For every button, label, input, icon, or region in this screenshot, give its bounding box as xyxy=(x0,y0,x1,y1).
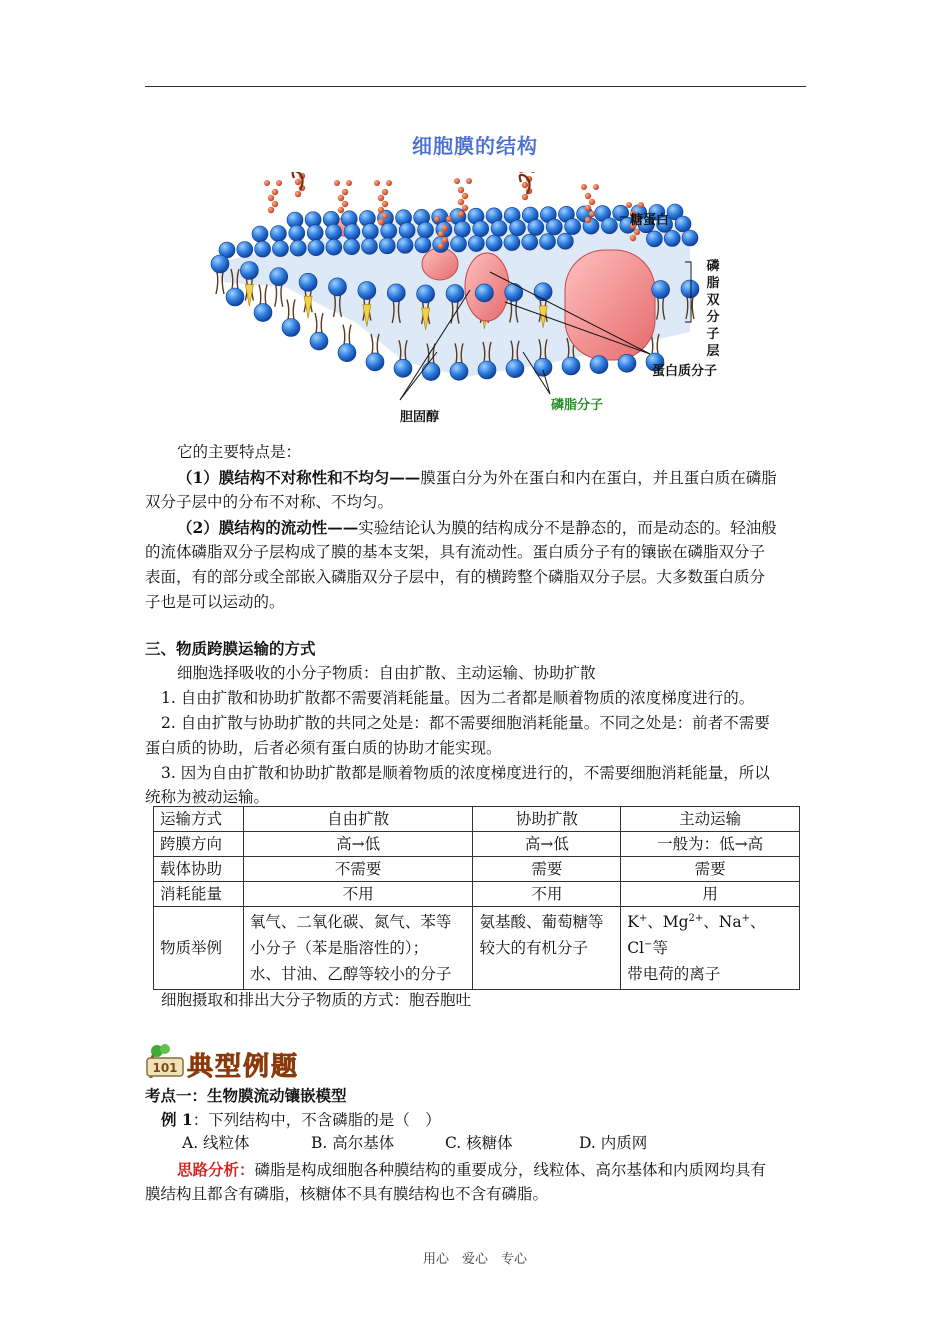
glycoprotein-bead xyxy=(382,189,388,195)
glycoprotein-bead xyxy=(386,180,392,186)
phospholipid-head xyxy=(446,285,464,303)
glycoprotein-bead xyxy=(382,213,388,219)
label-phospholipid: 磷脂分子 xyxy=(551,398,604,413)
glycoprotein-bead xyxy=(438,243,444,249)
table-cell: 需要 xyxy=(473,857,621,882)
table-cell: 载体协助 xyxy=(154,857,244,882)
table-cell: 跨膜方向 xyxy=(154,832,244,857)
lipid-tail xyxy=(275,285,283,307)
feature-1-line2: 双分子层中的分布不对称、不均匀。 xyxy=(145,493,394,511)
feature-2-body: 实验结论认为膜的结构成分不是静态的，而是动态的。轻油般 xyxy=(358,519,777,537)
feature-2-line1 xyxy=(177,515,777,541)
analysis-line1 xyxy=(177,1157,766,1183)
glycoprotein-bead xyxy=(268,195,274,201)
phospholipid-head xyxy=(226,288,244,306)
typical-examples-badge xyxy=(143,1044,328,1082)
table-cell: 高→低 xyxy=(243,832,473,857)
question-1 xyxy=(161,1107,441,1133)
table-cell-assisted-examples xyxy=(473,907,621,990)
glycoprotein-bead xyxy=(334,180,340,186)
table-header-cell: 运输方式 xyxy=(154,807,244,832)
phospholipid-head xyxy=(344,239,360,255)
phospholipid-head xyxy=(326,239,342,255)
label-bilayer: 磷脂双分子层 xyxy=(706,259,720,359)
glycoprotein-bead xyxy=(442,225,448,231)
glycoprotein-bead xyxy=(581,184,587,190)
phospholipid-head xyxy=(450,362,468,380)
phospholipid-head xyxy=(255,241,271,257)
section-3-item2-line1: 2. 自由扩散与协助扩散的共同之处是：都不需要细胞消耗能量。不同之处是：前者不需要 xyxy=(161,714,770,732)
glycoprotein-bead xyxy=(585,217,591,223)
analysis-line2: 膜结构且都含有磷脂，核糖体不具有膜结构也不含有磷脂。 xyxy=(145,1185,549,1203)
phospholipid-head xyxy=(379,238,395,254)
phospholipid-head xyxy=(254,304,272,322)
phospholipid-head xyxy=(468,236,484,252)
glycoprotein-bead xyxy=(458,211,464,217)
glycoprotein-bead xyxy=(434,216,440,222)
phospholipid-head xyxy=(308,240,324,256)
phospholipid-head xyxy=(211,255,229,273)
protein-shape xyxy=(422,248,458,280)
glycoprotein-bead xyxy=(295,179,301,185)
glycoprotein-bead xyxy=(593,184,599,190)
example-line: 较大的有机分子 xyxy=(479,939,588,957)
phospholipid-head xyxy=(505,283,523,301)
option-d: D. 内质网 xyxy=(579,1134,648,1152)
phospholipid-head xyxy=(289,225,305,241)
badge-number: 101 xyxy=(152,1061,178,1075)
phospholipid-head xyxy=(475,284,493,302)
section-3-heading: 三、物质跨膜运输的方式 xyxy=(145,639,316,658)
phospholipid-head xyxy=(682,230,698,246)
feature-2-line3: 表面，有的部分或全部嵌入磷脂双分子层中，有的横跨整个磷脂双分子层。大多数蛋白质分 xyxy=(145,568,766,586)
table-cell: 用 xyxy=(621,882,800,907)
glycoprotein-bead xyxy=(458,187,464,193)
phospholipid-head xyxy=(270,226,286,242)
phospholipid-head xyxy=(366,353,384,371)
table-header-row xyxy=(154,807,800,832)
glycoprotein-bead xyxy=(342,201,348,207)
glycoprotein-bead xyxy=(272,189,278,195)
phospholipid-head xyxy=(509,220,525,236)
phospholipid-head xyxy=(361,238,377,254)
glycoprotein-bead xyxy=(268,207,274,213)
example-ions-line: K+、$Mg^{2+}$、Na+、Cl−等 xyxy=(627,912,766,957)
section-3-item3-line1: 3. 因为自由扩散和协助扩散都是顺着物质的浓度梯度进行的，不需要细胞消耗能量，所以 xyxy=(161,764,770,782)
lipid-tail xyxy=(343,325,351,345)
glycoprotein-bead xyxy=(338,195,344,201)
glycoprotein-bead xyxy=(442,237,448,243)
glycoprotein-bead xyxy=(458,199,464,205)
feature-1-line1 xyxy=(177,465,777,491)
table-cell: 高→低 xyxy=(473,832,621,857)
phospholipid-head xyxy=(415,237,431,253)
glycoprotein-bead xyxy=(438,231,444,237)
phospholipid-head xyxy=(252,226,268,242)
glycoprotein-bead xyxy=(338,207,344,213)
phospholipid-head xyxy=(270,268,288,286)
glycoprotein-bead xyxy=(630,235,636,241)
phospholipid-head xyxy=(237,242,253,258)
point-1-heading: 考点一：生物膜流动镶嵌模型 xyxy=(145,1086,347,1105)
table-cell: 物质举例 xyxy=(154,907,244,990)
lipid-tail xyxy=(287,300,295,320)
phospholipid-head xyxy=(528,219,544,235)
glycoprotein-bead xyxy=(378,207,384,213)
phospholipid-head xyxy=(394,359,412,377)
phospholipid-head xyxy=(310,332,328,350)
figure-title: 细胞膜的结构 xyxy=(412,134,538,158)
glycoprotein-bead xyxy=(530,172,536,173)
example-line: 小分子（苯是脂溶性的）； xyxy=(249,939,429,957)
option-b: B. 高尔基体 xyxy=(311,1134,395,1152)
page-footer: 用心 爱心 专心 xyxy=(422,1252,527,1267)
section-3-item2-line2: 蛋白质的协助，后者必须有蛋白质的协助才能实现。 xyxy=(145,739,502,757)
table-row xyxy=(154,832,800,857)
glycoprotein-bead xyxy=(585,193,591,199)
feature-1-heading: （1）膜结构不对称性和不均匀—— xyxy=(177,468,421,487)
glycoprotein-bead xyxy=(378,219,384,225)
label-glycoprotein: 糖蛋白 xyxy=(630,213,670,228)
example-line: 带电荷的离子 xyxy=(627,965,721,983)
phospholipid-head xyxy=(299,273,317,291)
feature-2-line4: 子也是可以运动的。 xyxy=(145,593,285,611)
phospholipid-head xyxy=(399,223,415,239)
phospholipid-head xyxy=(601,218,617,234)
table-row-examples xyxy=(154,907,800,990)
glycoprotein-bead xyxy=(522,182,528,188)
features-intro: 它的主要特点是： xyxy=(177,443,302,461)
table-cell-active-examples xyxy=(621,907,800,990)
table-row xyxy=(154,857,800,882)
phospholipid-head xyxy=(540,234,556,250)
glycoprotein-bead xyxy=(638,202,644,208)
glycoprotein-bead xyxy=(585,205,591,211)
phospholipid-head xyxy=(282,319,300,337)
phospholipid-head xyxy=(491,220,507,236)
glycoprotein-bead xyxy=(462,193,468,199)
table-header-cell: 协助扩散 xyxy=(473,807,621,832)
phospholipid-head xyxy=(565,219,581,235)
phospholipid-head xyxy=(417,285,435,303)
section-3-after-table: 细胞摄取和排出大分子物质的方式：胞吞胞吐 xyxy=(161,991,472,1009)
example-line: 氧气、二氧化碳、氮气、苯等 xyxy=(249,913,452,931)
phospholipid-head xyxy=(397,237,413,253)
feature-2-heading: （2）膜结构的流动性—— xyxy=(177,518,359,537)
table-header-cell: 自由扩散 xyxy=(243,807,473,832)
phospholipid-head xyxy=(681,280,699,298)
glycoprotein-bead xyxy=(382,201,388,207)
phospholipid-head xyxy=(562,357,580,375)
phospholipid-head xyxy=(338,344,356,362)
phospholipid-head xyxy=(454,221,470,237)
glycoprotein-bead xyxy=(378,195,384,201)
glycoprotein-bead xyxy=(295,191,301,197)
example-line: 氨基酸、葡萄糖等 xyxy=(479,913,604,931)
table-cell: 一般为：低→高 xyxy=(621,832,800,857)
table-row xyxy=(154,882,800,907)
phospholipid-head xyxy=(387,284,405,302)
glycoprotein-bead xyxy=(518,172,524,173)
glycoprotein-bead xyxy=(589,211,595,217)
question-label: 例 1 xyxy=(161,1110,193,1129)
table-cell: 需要 xyxy=(621,857,800,882)
glycoprotein-bead xyxy=(374,180,380,186)
phospholipid-head xyxy=(664,230,680,246)
example-line: 水、甘油、乙醇等较小的分子 xyxy=(249,965,452,983)
section-3-item3-line2: 统称为被动运输。 xyxy=(145,788,270,806)
phospholipid-head xyxy=(362,223,378,239)
glycoprotein-bead xyxy=(342,189,348,195)
question-text: ：下列结构中，不含磷脂的是（ ） xyxy=(192,1111,441,1129)
phospholipid-head xyxy=(451,236,467,252)
section-3-item1: 1. 自由扩散和协助扩散都不需要消耗能量。因为二者都是顺着物质的浓度梯度进行的。 xyxy=(161,689,755,707)
label-cholesterol: 胆固醇 xyxy=(400,410,440,425)
option-c: C. 核糖体 xyxy=(445,1134,513,1152)
table-header-cell: 主动运输 xyxy=(621,807,800,832)
glycoprotein-bead xyxy=(522,194,528,200)
phospholipid-head xyxy=(290,240,306,256)
glycoprotein-bead xyxy=(466,178,472,184)
label-protein: 蛋白质分子 xyxy=(652,364,718,379)
glycoprotein-bead xyxy=(589,199,595,205)
glycoprotein-bead xyxy=(454,178,460,184)
phospholipid-head xyxy=(675,216,691,232)
glycoprotein-bead xyxy=(446,216,452,222)
phospholipid-head xyxy=(422,363,440,381)
table-cell: 不需要 xyxy=(243,857,473,882)
phospholipid-head xyxy=(272,241,288,257)
glycoprotein-bead xyxy=(264,180,270,186)
phospholipid-head xyxy=(546,219,562,235)
phospholipid-head xyxy=(418,222,434,238)
table-cell-free-examples xyxy=(243,907,473,990)
header-rule xyxy=(145,86,806,87)
glycoprotein-bead xyxy=(462,205,468,211)
option-a: A. 线粒体 xyxy=(182,1134,250,1152)
phospholipid-head xyxy=(522,234,538,250)
glycoprotein-bead xyxy=(634,229,640,235)
glycoprotein-bead xyxy=(272,201,278,207)
glycoprotein-bead xyxy=(276,180,282,186)
lipid-tail xyxy=(259,285,267,305)
phospholipid-head xyxy=(506,360,524,378)
phospholipid-head xyxy=(590,356,608,374)
phospholipid-head xyxy=(504,235,520,251)
phospholipid-head xyxy=(473,221,489,237)
phospholipid-head xyxy=(240,261,258,279)
phospholipid-head xyxy=(307,225,323,241)
phospholipid-head xyxy=(486,235,502,251)
glycoprotein-bead xyxy=(626,202,632,208)
section-3-intro: 细胞选择吸收的小分子物质：自由扩散、主动运输、协助扩散 xyxy=(177,664,596,682)
feature-1-body: 膜蛋白分为外在蛋白和内在蛋白，并且蛋白质在磷脂 xyxy=(420,469,777,487)
lipid-tail xyxy=(315,313,323,333)
table-cell: 消耗能量 xyxy=(154,882,244,907)
badge-text: 典型例题 xyxy=(187,1052,300,1082)
phospholipid-head xyxy=(652,281,670,299)
phospholipid-head xyxy=(358,282,376,300)
transport-comparison-table xyxy=(153,806,800,990)
analysis-label: 思路分析： xyxy=(177,1160,255,1179)
table-cell: 不用 xyxy=(243,882,473,907)
protein-shape xyxy=(565,250,655,360)
phospholipid-head xyxy=(326,224,342,240)
phospholipid-head xyxy=(344,224,360,240)
phospholipid-head xyxy=(534,283,552,301)
phospholipid-head xyxy=(618,354,636,372)
feature-2-line2: 的流体磷脂双分子层构成了膜的基本支架，具有流动性。蛋白质分子有的镶嵌在磷脂双分子 xyxy=(145,543,766,561)
glycoprotein-bead xyxy=(346,180,352,186)
phospholipid-head xyxy=(646,231,662,247)
analysis-text: 磷脂是构成细胞各种膜结构的重要成分，线粒体、高尔基体和内质网均具有 xyxy=(254,1161,767,1179)
table-cell: 不用 xyxy=(473,882,621,907)
phospholipid-head xyxy=(557,233,573,249)
phospholipid-head xyxy=(381,223,397,239)
phospholipid-head xyxy=(329,278,347,296)
phospholipid-head xyxy=(478,361,496,379)
